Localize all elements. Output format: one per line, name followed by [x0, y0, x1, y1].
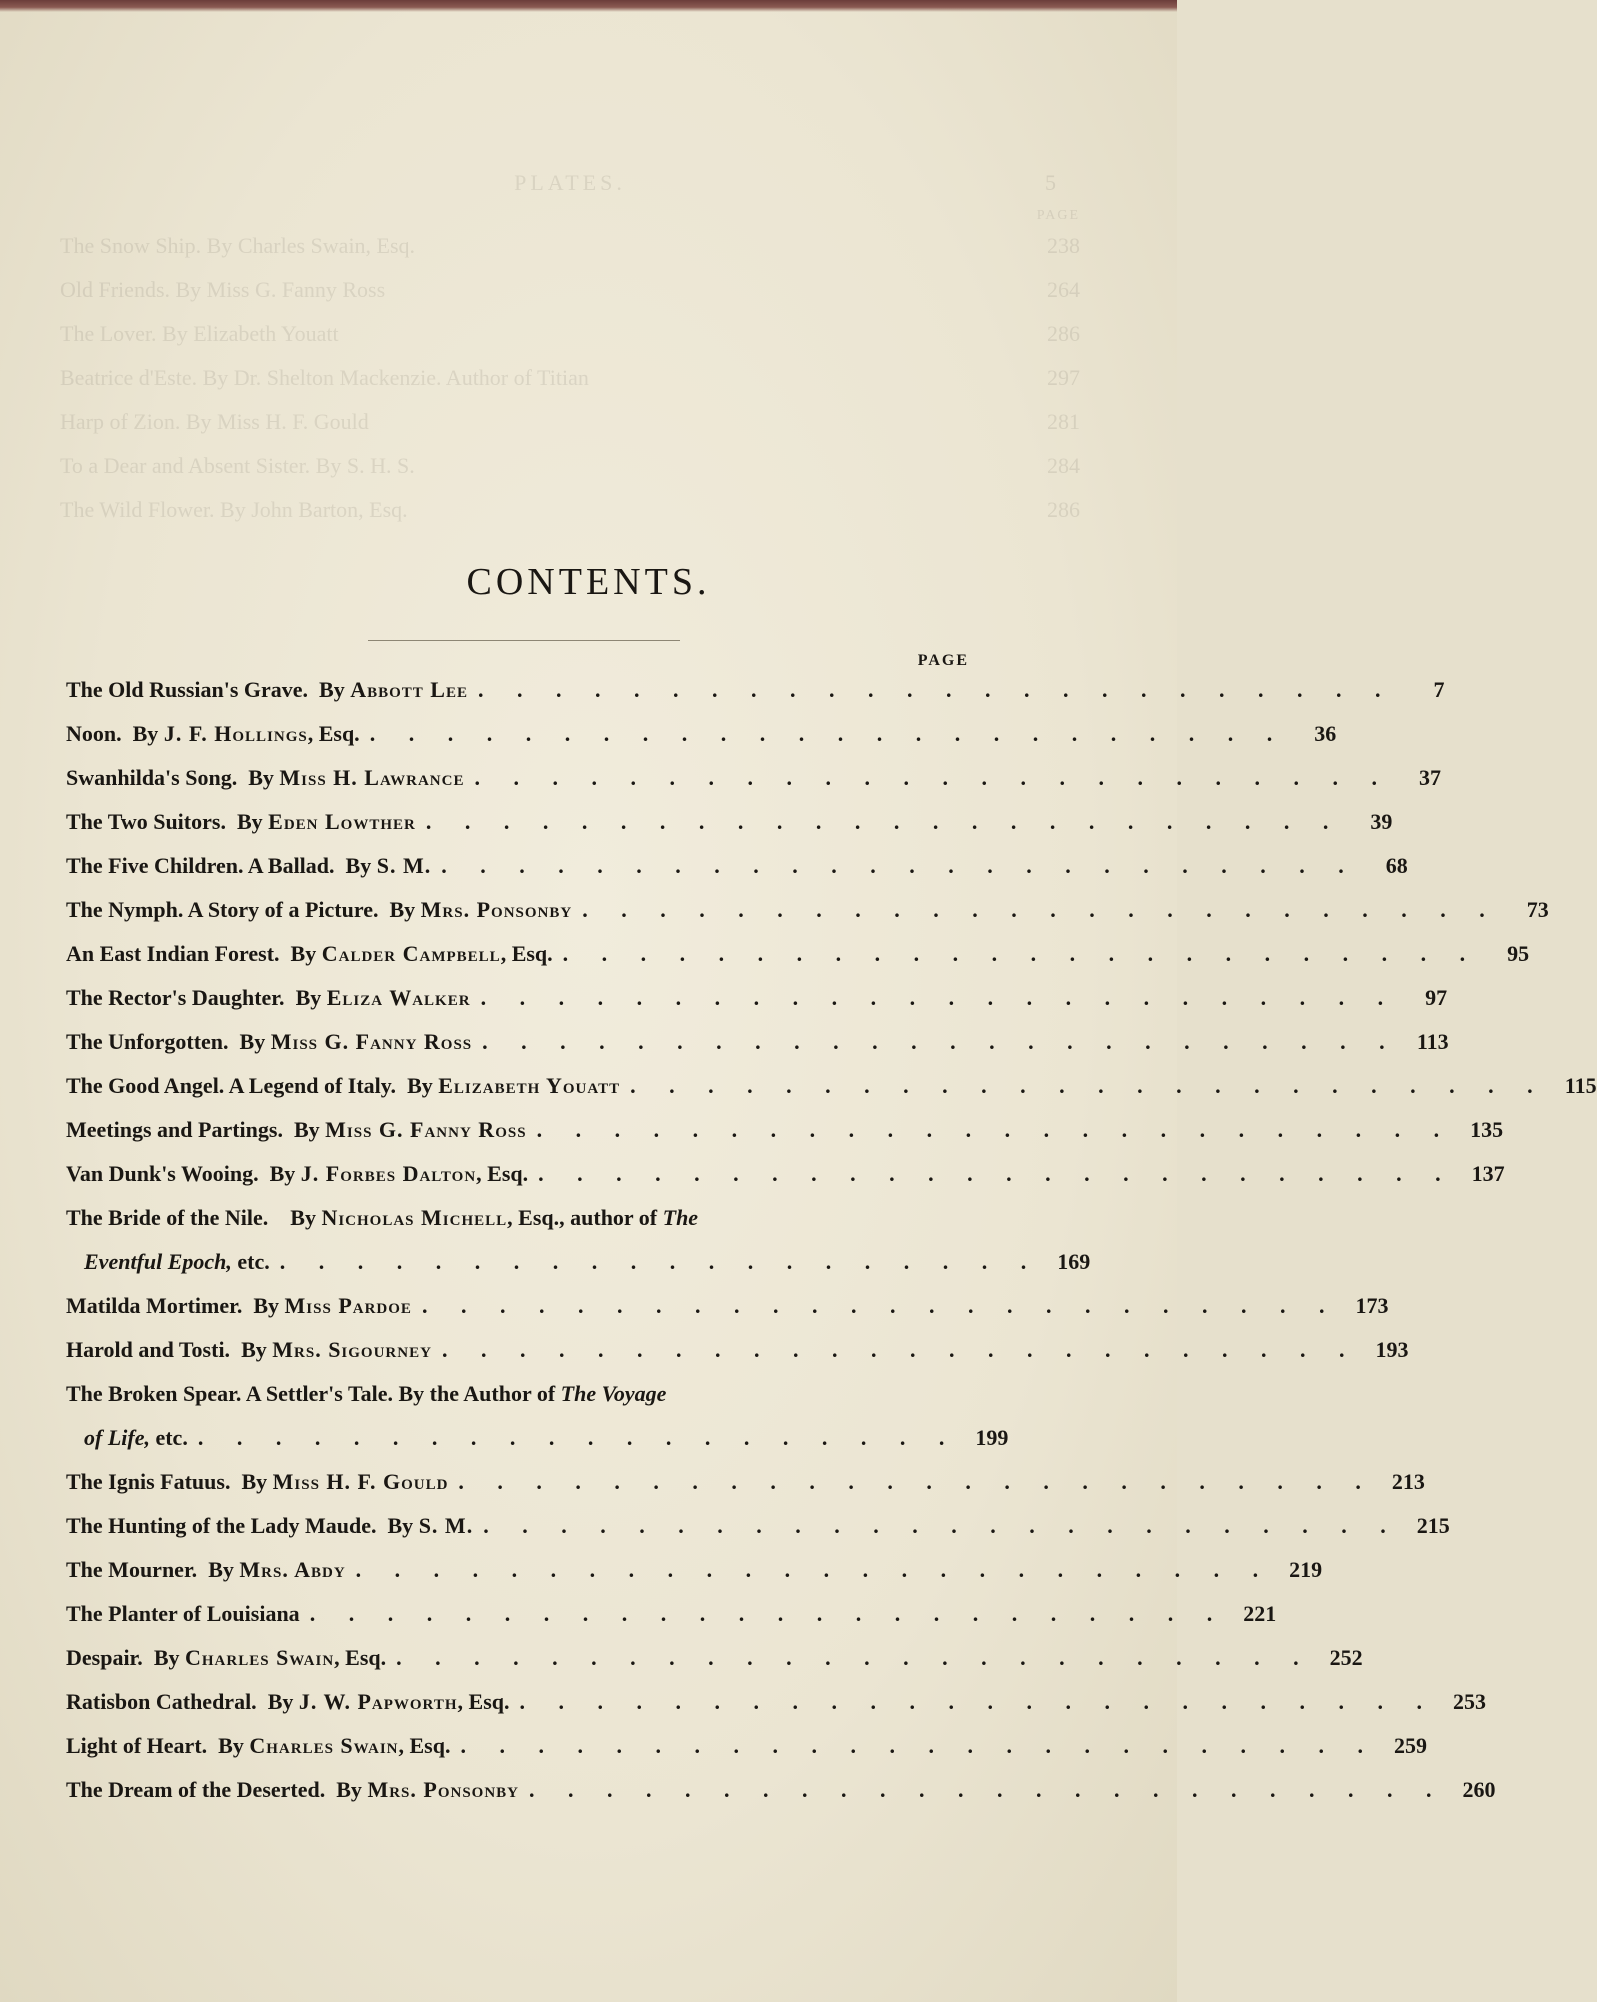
ghost-page-number: 5 — [1045, 170, 1060, 195]
toc-entry — [66, 1504, 1450, 1548]
ghost-line — [60, 268, 1080, 312]
entry-suffix: etc. — [231, 1249, 270, 1274]
entry-title: Van Dunk's Wooing. — [66, 1161, 259, 1186]
leader-dots: . . . . . . . . . . . . . . . . . . . . . . . . — [480, 985, 1398, 1010]
ghost-line-page: 284 — [1047, 453, 1080, 478]
entry-page: 252 — [1329, 1645, 1363, 1670]
entry-author: Charles Swain — [249, 1733, 399, 1758]
toc-entry — [66, 1064, 1597, 1108]
entry-suffix: , Esq. — [307, 721, 360, 746]
entry-title: The Nymph. A Story of a Picture. — [66, 897, 379, 922]
toc-entry — [66, 1196, 970, 1240]
entry-author: Eden Lowther — [268, 809, 416, 834]
ghost-line-text: Beatrice d'Este. By Dr. Shelton Mackenzie. Author of Titian — [60, 365, 589, 390]
entry-by: By — [208, 1557, 240, 1582]
entry-italic: Eventful Epoch, — [84, 1249, 232, 1274]
entry-title: The Mourner. — [66, 1557, 198, 1582]
entry-page: 219 — [1289, 1557, 1323, 1582]
leader-dots: . . . . . . . . . . . . . . . . . . . . — [197, 1425, 959, 1450]
entry-page: 259 — [1393, 1733, 1427, 1758]
toc-entry — [66, 1724, 1427, 1768]
leader-dots: . . . . . . . . . . . . . . . . . . . . . . . . — [309, 1601, 1227, 1626]
ghost-line-text: The Snow Ship. By Charles Swain, Esq. — [60, 233, 416, 258]
toc-entry — [66, 1460, 1425, 1504]
entry-page: 260 — [1462, 1777, 1496, 1802]
leader-dots: . . . . . . . . . . . . . . . . . . . . . . . . — [396, 1645, 1313, 1670]
entry-by: By — [290, 1205, 322, 1230]
entry-page: 221 — [1243, 1601, 1277, 1626]
entry-by: By — [387, 1513, 419, 1538]
entry-title: The Unforgotten. — [66, 1029, 229, 1054]
entry-author: J. W. Papworth — [298, 1689, 458, 1714]
entry-by: By — [218, 1733, 250, 1758]
entry-title: The Dream of the Deserted. — [66, 1777, 326, 1802]
entry-title: The Five Children. A Ballad. — [66, 853, 335, 878]
ghost-line — [60, 400, 1080, 444]
entry-by: By — [248, 765, 280, 790]
toc-entry — [66, 1768, 1496, 1812]
entry-by: By — [153, 1645, 185, 1670]
toc-entry — [66, 932, 1530, 976]
entry-title: The Good Angel. A Legend of Italy. — [66, 1073, 397, 1098]
entry-suffix: , Esq. — [398, 1733, 451, 1758]
entry-by: By — [389, 897, 421, 922]
entry-page: 169 — [1057, 1249, 1091, 1274]
entry-title: Swanhilda's Song. — [66, 765, 238, 790]
entry-by: By — [290, 941, 322, 966]
page-edge — [0, 0, 1177, 12]
entry-author: Elizabeth Youatt — [438, 1073, 621, 1098]
entry-by: By — [241, 1337, 273, 1362]
entry-suffix: By the Author of — [393, 1381, 561, 1406]
entry-title: Meetings and Partings. — [66, 1117, 283, 1142]
ghost-line — [60, 312, 1080, 356]
ghost-line — [60, 444, 1080, 488]
entry-title: The Ignis Fatuus. — [66, 1469, 231, 1494]
entry-author: J. Forbes Dalton — [300, 1161, 477, 1186]
leader-dots: . . . . . . . . . . . . . . . . . . . . . . . . — [519, 1689, 1437, 1714]
leader-dots: . . . . . . . . . . . . . . . . . . . . . . . . — [483, 1513, 1400, 1538]
toc-entry — [66, 756, 1441, 800]
leader-dots: . . . . . . . . . . . . . . . . . . . . . . . . — [482, 1029, 1399, 1054]
leader-dots: . . . . . . . . . . . . . . . . . . . . . . . . — [536, 1117, 1454, 1142]
entry-title: Despair. — [66, 1645, 143, 1670]
toc-entry — [66, 668, 1445, 712]
entry-title: The Broken Spear. A Settler's Tale. — [66, 1381, 393, 1406]
entry-page: 135 — [1470, 1117, 1504, 1142]
ghost-line — [60, 488, 1080, 532]
leader-dots: . . . . . . . . . . . . . . . . . . . . . . . . — [355, 1557, 1273, 1582]
entry-title: The Planter of Louisiana — [66, 1601, 300, 1626]
leader-dots: . . . . . . . . . . . . . . . . . . . . . . . . — [478, 677, 1395, 702]
toc-entry — [66, 1592, 1277, 1636]
entry-title: Harold and Tosti. — [66, 1337, 231, 1362]
leader-dots: . . . . . . . . . . . . . . . . . . . . . . . . — [441, 853, 1358, 878]
entry-author: J. F. Hollings — [163, 721, 308, 746]
entry-author: Calder Campbell — [321, 941, 501, 966]
toc-entry — [66, 844, 1408, 888]
leader-dots: . . . . . . . . . . . . . . . . . . . . — [279, 1249, 1041, 1274]
ghost-line-text: The Lover. By Elizabeth Youatt — [60, 321, 339, 346]
leader-dots: . . . . . . . . . . . . . . . . . . . . . . . . — [425, 809, 1343, 834]
entry-page: 37 — [1418, 765, 1441, 790]
entry-by: By — [132, 721, 164, 746]
toc-entry-continuation — [66, 1416, 1009, 1460]
ghost-line — [60, 224, 1080, 268]
entry-by: By — [336, 1777, 368, 1802]
entry-page: 36 — [1314, 721, 1337, 746]
ghost-line-page: 297 — [1047, 365, 1080, 390]
entry-by: By — [239, 1029, 271, 1054]
contents-title: CONTENTS. — [466, 561, 711, 603]
entry-page: 95 — [1507, 941, 1530, 966]
ghost-header-text: PLATES. — [514, 170, 626, 195]
leader-dots: . . . . . . . . . . . . . . . . . . . . . . . . — [460, 1733, 1377, 1758]
entry-italic: of Life, — [84, 1425, 150, 1450]
entry-title: The Rector's Daughter. — [66, 985, 285, 1010]
entry-author: S. M. — [418, 1513, 474, 1538]
leader-dots: . . . . . . . . . . . . . . . . . . . . . . . . — [441, 1337, 1359, 1362]
entry-page: 199 — [975, 1425, 1009, 1450]
toc-entry — [66, 1328, 1409, 1372]
toc-entry — [66, 1636, 1363, 1680]
toc-entry — [66, 1284, 1389, 1328]
entry-author: Mrs. Ponsonby — [420, 897, 573, 922]
entry-page: 39 — [1370, 809, 1393, 834]
title-rule — [368, 640, 680, 641]
entry-page: 97 — [1425, 985, 1448, 1010]
entry-author: Mrs. Abdy — [239, 1557, 346, 1582]
entry-author: Nicholas Michell — [321, 1205, 508, 1230]
toc-entry — [66, 1020, 1449, 1064]
toc-entry — [66, 1152, 1505, 1196]
entry-title: An East Indian Forest. — [66, 941, 280, 966]
entry-suffix: , Esq. — [500, 941, 553, 966]
entry-suffix: , Esq. — [457, 1689, 510, 1714]
entry-by: By — [241, 1469, 273, 1494]
entry-by: By — [295, 985, 327, 1010]
toc-entry — [66, 1548, 1323, 1592]
ghost-line-page: 281 — [1047, 409, 1080, 434]
ghost-line-text: Old Friends. By Miss G. Fanny Ross — [60, 277, 386, 302]
entry-page: 213 — [1391, 1469, 1425, 1494]
leader-dots: . . . . . . . . . . . . . . . . . . . . . . . . — [630, 1073, 1547, 1098]
entry-page: 137 — [1471, 1161, 1505, 1186]
entry-author: Miss Pardoe — [284, 1293, 412, 1318]
entry-author: Charles Swain — [185, 1645, 335, 1670]
toc-entry — [66, 1372, 970, 1416]
leader-dots: . . . . . . . . . . . . . . . . . . . . . . . . — [529, 1777, 1446, 1802]
toc-entry — [66, 800, 1393, 844]
entry-by: By — [253, 1293, 285, 1318]
toc-entry-continuation — [66, 1240, 1091, 1284]
entry-author: Mrs. Sigourney — [272, 1337, 432, 1362]
entry-page: 193 — [1375, 1337, 1409, 1362]
entry-author: Miss G. Fanny Ross — [325, 1117, 527, 1142]
contents-list — [66, 668, 1597, 1812]
entry-suffix: , Esq., author of — [507, 1205, 663, 1230]
entry-page: 115 — [1564, 1073, 1597, 1098]
entry-author: Miss H. F. Gould — [272, 1469, 449, 1494]
ghost-line-page: 286 — [1047, 321, 1080, 346]
entry-by: By — [319, 677, 351, 702]
leader-dots: . . . . . . . . . . . . . . . . . . . . . . . . — [421, 1293, 1339, 1318]
ghost-line-page: 264 — [1047, 277, 1080, 302]
entry-by: By — [407, 1073, 439, 1098]
entry-title: Ratisbon Cathedral. — [66, 1689, 257, 1714]
toc-entry — [66, 1108, 1504, 1152]
entry-by: By — [267, 1689, 299, 1714]
entry-by: By — [236, 809, 269, 834]
leader-dots: . . . . . . . . . . . . . . . . . . . . . . . . — [538, 1161, 1455, 1186]
leader-dots: . . . . . . . . . . . . . . . . . . . . . . . . — [369, 721, 1287, 746]
ghost-line-text: To a Dear and Absent Sister. By S. H. S. — [60, 453, 415, 478]
entry-author: S. M. — [376, 853, 432, 878]
leader-dots: . . . . . . . . . . . . . . . . . . . . . . . . — [458, 1469, 1375, 1494]
show-through-text — [60, 170, 1080, 532]
entry-title: The Old Russian's Grave. — [66, 677, 309, 702]
ghost-header — [60, 170, 1080, 196]
entry-suffix: , Esq. — [334, 1645, 387, 1670]
entry-title: Light of Heart. — [66, 1733, 208, 1758]
page-column-label: PAGE — [917, 652, 969, 669]
entry-page: 68 — [1385, 853, 1408, 878]
entry-page: 215 — [1416, 1513, 1450, 1538]
ghost-line-page: 286 — [1047, 497, 1080, 522]
leader-dots: . . . . . . . . . . . . . . . . . . . . . . . . — [582, 897, 1499, 922]
entry-title: The Bride of the Nile. — [66, 1205, 269, 1230]
entry-italic: The — [662, 1205, 699, 1230]
entry-title: Matilda Mortimer. — [66, 1293, 243, 1318]
entry-page: 253 — [1453, 1689, 1487, 1714]
entry-author: Mrs. Ponsonby — [367, 1777, 519, 1802]
entry-page: 73 — [1526, 897, 1549, 922]
entry-by: By — [269, 1161, 301, 1186]
toc-entry — [66, 888, 1549, 932]
ghost-lines — [60, 224, 1080, 532]
ghost-line-page: 238 — [1047, 233, 1080, 258]
entry-author: Miss H. Lawrance — [279, 765, 465, 790]
entry-suffix: , Esq. — [476, 1161, 529, 1186]
toc-entry — [66, 712, 1337, 756]
entry-by: By — [293, 1117, 326, 1142]
leader-dots: . . . . . . . . . . . . . . . . . . . . . . . . — [562, 941, 1480, 966]
entry-author: Miss G. Fanny Ross — [270, 1029, 473, 1054]
toc-entry — [66, 1680, 1487, 1724]
ghost-page-label: PAGE — [1036, 208, 1080, 223]
leader-dots: . . . . . . . . . . . . . . . . . . . . . . . . — [474, 765, 1391, 790]
entry-author: Abbott Lee — [350, 677, 468, 702]
entry-title: The Hunting of the Lady Maude. — [66, 1513, 377, 1538]
ghost-line-text: Harp of Zion. By Miss H. F. Gould — [60, 409, 369, 434]
entry-suffix: etc. — [149, 1425, 188, 1450]
entry-title: Noon. — [66, 721, 122, 746]
entry-by: By — [345, 853, 377, 878]
ghost-line — [60, 356, 1080, 400]
toc-entry — [66, 976, 1448, 1020]
entry-page: 173 — [1355, 1293, 1389, 1318]
entry-title: The Two Suitors. — [66, 809, 226, 834]
entry-italic: The Voyage — [560, 1381, 667, 1406]
entry-author: Eliza Walker — [326, 985, 471, 1010]
entry-page: 113 — [1416, 1029, 1449, 1054]
entry-page: 7 — [1433, 677, 1445, 702]
ghost-line-text: The Wild Flower. By John Barton, Esq. — [60, 497, 408, 522]
